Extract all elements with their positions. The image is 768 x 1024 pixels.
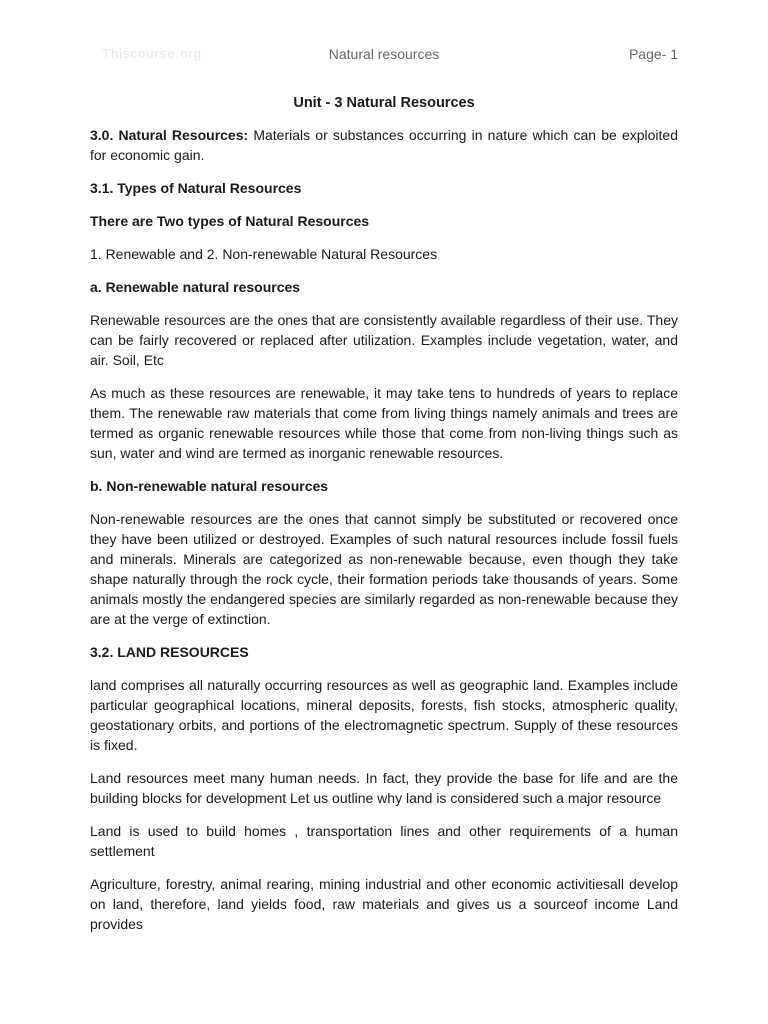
page-number: Page- 1: [628, 46, 678, 62]
definition-paragraph: [90, 125, 678, 165]
renewable-heading: a. Renewable natural resources: [90, 279, 301, 295]
nonrenewable-heading: b. Non-renewable natural resources: [90, 478, 329, 494]
renewable-paragraph-2: As much as these resources are renewable, it may take tens to hundreds of years to replace them. The renewable raw materials that come from living things namely animals and trees are termed as organic renewable resources while those that come from non-living things such as sun, water and wind are termed as inorganic renewable resources.: [90, 385, 678, 461]
nonrenewable-paragraph-1: Non-renewable resources are the ones that cannot simply be substituted or recovered once they have been utilized or destroyed. Examples of such natural resources include fossil fuels and minerals. Minerals are categorized as non-renewable because, even though they take shape naturally through the rock cycle, their formation periods take thousands of years. Some animals mostly the endangered species are similarly regarded as non-renewable because they are at the verge of extinction.: [90, 511, 678, 627]
two-types-heading: There are Two types of Natural Resources: [90, 213, 370, 229]
unit-title: Unit - 3 Natural Resources: [293, 95, 475, 111]
definition-text: Materials or substances occurring in nature which can be exploited for economic gain.: [90, 127, 679, 163]
types-heading: 3.1. Types of Natural Resources: [90, 180, 302, 196]
document-body: [90, 93, 678, 947]
header-watermark: Thiscourse.org: [102, 46, 202, 61]
page-header: [90, 46, 678, 66]
header-title: Natural resources: [328, 46, 440, 62]
land-paragraph-1: land comprises all naturally occurring resources as well as geographic land. Examples include particular geographical locations, mineral deposits, forests, fish stocks, atmospheric quality, geostationary orbits, and portions of the electromagnetic spectrum. Supply of these resources is fixed.: [90, 677, 678, 753]
renewable-paragraph-1: Renewable resources are the ones that are consistently available regardless of their use. They can be fairly recovered or replaced after utilization. Examples include vegetation, water, and air. Soil, Etc: [90, 312, 678, 368]
land-paragraph-4: Agriculture, forestry, animal rearing, mining industrial and other economic activitiesall develop on land, therefore, land yields food, raw materials and gives us a sourceof income Land provides: [90, 876, 678, 932]
land-paragraph-3: Land is used to build homes , transportation lines and other requirements of a human settlement: [90, 823, 678, 859]
two-types-text: 1. Renewable and 2. Non-renewable Natural Resources: [90, 246, 438, 262]
definition-label: 3.0. Natural Resources:: [90, 127, 249, 143]
land-paragraph-2: Land resources meet many human needs. In fact, they provide the base for life and are the building blocks for development Let us outline why land is considered such a major resource: [90, 770, 678, 806]
land-resources-heading: 3.2. LAND RESOURCES: [90, 644, 249, 660]
